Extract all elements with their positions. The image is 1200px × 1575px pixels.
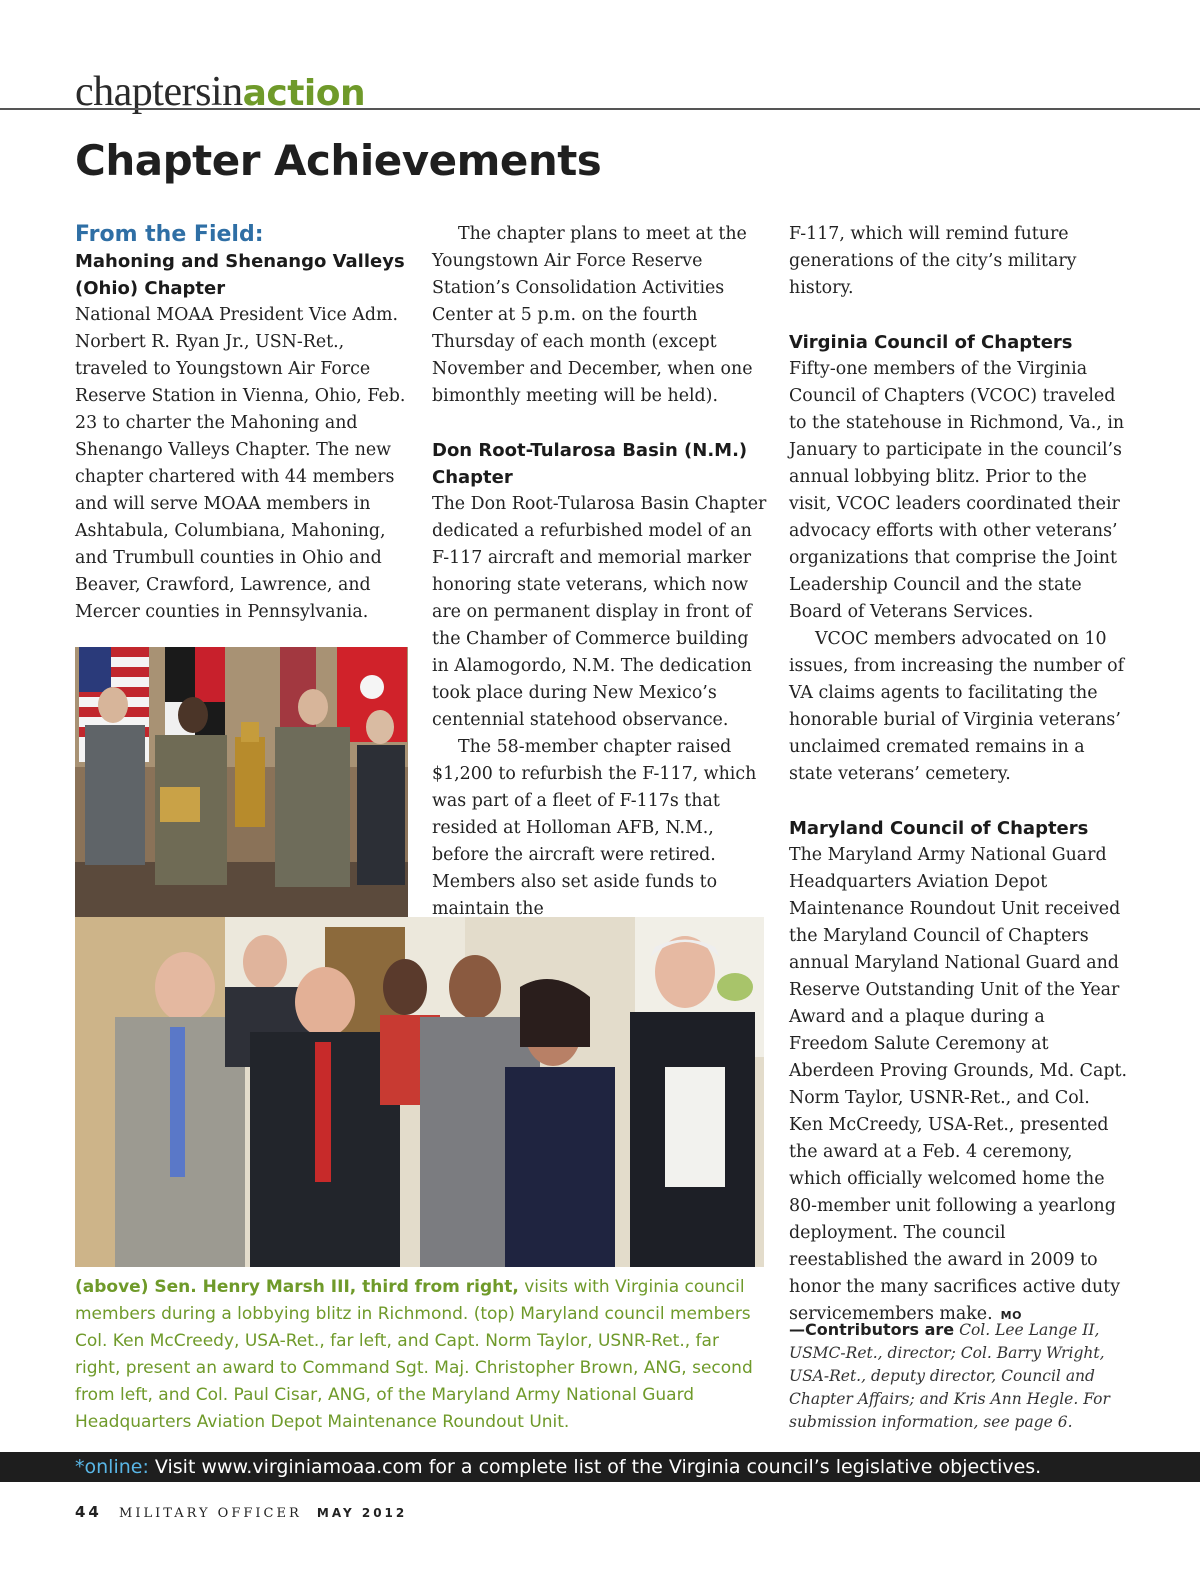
section-header: [75, 68, 1200, 115]
page-number: 44: [75, 1503, 102, 1521]
paragraph-maryland-award-text: The Maryland Army National Guard Headquarters Aviation Depot Maintenance Roundout Unit received the Maryland Council of Chapters annual Maryland National Guard and Reserve Outstanding Unit of the Year Award and a plaque during a Freedom Salute Ceremony at Aberdeen Proving Grounds, Md. Capt. Norm Taylor, USNR-Ret., and Col. Ken McCreedy, USA-Ret., presented the award at a Feb. 4 ceremony, which officially welcomed home the 80-member unit following a yearlong deployment. The council reestablished the award in 2009 to honor the many sacrifices active duty servicemembers make.: [789, 845, 1127, 1324]
subhead-virginia-council: Virginia Council of Chapters: [789, 332, 1073, 353]
paragraph-meeting: The chapter plans to meet at the Youngstown Air Force Reserve Station’s Consolidation Activities Center at 5 p.m. on the fourth Thursday of each month (except November and December, when one bimonthly meeting will be held).: [432, 224, 753, 406]
photo-caption: [75, 1274, 765, 1436]
contributors-text: Col. Lee Lange II, USMC-Ret., director; Col. Barry Wright, USA-Ret., deputy director, Council and Chapter Affairs; and Kris Ann Hegle. For submission information, see page 6.: [789, 1321, 1110, 1431]
page-title: Chapter Achievements: [75, 136, 602, 185]
online-label: *online:: [75, 1456, 149, 1478]
subhead-ohio-chapter: Mahoning and Shenango Valleys (Ohio) Chapter: [75, 251, 405, 299]
caption-lead: (above) Sen. Henry Marsh III, third from right,: [75, 1277, 519, 1297]
contributors-lead: —Contributors are: [789, 1320, 955, 1339]
photo-maryland-award-image: [75, 647, 408, 917]
subhead-maryland-council: Maryland Council of Chapters: [789, 818, 1089, 839]
online-text[interactable]: Visit www.virginiamoaa.com for a complete list of the Virginia council’s legislative objectives.: [154, 1456, 1042, 1478]
subhead-nm-chapter: Don Root-Tularosa Basin (N.M.) Chapter: [432, 440, 748, 488]
section-name-bold: action: [242, 73, 366, 114]
photo-virginia-council: [75, 917, 764, 1267]
contributors-note: [789, 1318, 1127, 1434]
paragraph-nm-funds: The 58-member chapter raised $1,200 to refurbish the F-117, which was part of a fleet of F-117s that resided at Holloman AFB, N.M., before the aircraft were retired. Members also set aside funds to maintain the: [432, 737, 757, 919]
paragraph-ohio: National MOAA President Vice Adm. Norbert R. Ryan Jr., USN-Ret., traveled to Youngstown Air Force Reserve Station in Vienna, Ohio, Feb. 23 to charter the Mahoning and Shenango Valleys Chapter. The new chapter chartered with 44 members and will serve MOAA members in Ashtabula, Columbiana, Mahoning, and Trumbull counties in Ohio and Beaver, Crawford, Lawrence, and Mercer counties in Pennsylvania.: [75, 305, 406, 622]
caption-text: visits with Virginia council members during a lobbying blitz in Richmond. (top) Maryland council members Col. Ken McCreedy, USA-Ret., far left, and Capt. Norm Taylor, USNR-Ret., far right, present an award to Command Sgt. Maj. Christopher Brown, ANG, second from left, and Col. Paul Cisar, ANG, of the Maryland Army National Guard Headquarters Aviation Depot Maintenance Roundout Unit.: [75, 1277, 753, 1432]
online-bar: [0, 1452, 1200, 1482]
column-2: [432, 221, 770, 923]
magazine-name: MILITARY OFFICER: [119, 1506, 302, 1521]
paragraph-maryland-award: [789, 842, 1129, 1329]
section-name-light: chaptersin: [75, 69, 243, 115]
kicker-from-the-field: From the Field:: [75, 222, 264, 247]
paragraph-gap: [789, 302, 1129, 329]
end-mark: MO: [1000, 1309, 1022, 1322]
photo-virginia-council-image: [75, 917, 764, 1267]
column-1: [75, 221, 411, 626]
paragraph-f117-continued: F-117, which will remind future generations of the city’s military history.: [789, 224, 1077, 298]
issue-date: MAY 2012: [316, 1506, 408, 1520]
paragraph-gap: [432, 410, 770, 437]
paragraph-gap: [789, 788, 1129, 815]
paragraph-virginia-issues: VCOC members advocated on 10 issues, from increasing the number of VA claims agents to facilitating the honorable burial of Virginia veterans’ unclaimed cremated remains in a state veterans’ cemetery.: [789, 629, 1125, 784]
paragraph-nm-dedication: The Don Root-Tularosa Basin Chapter dedicated a refurbished model of an F-117 aircraft and memorial marker honoring state veterans, which now are on permanent display in front of the Chamber of Commerce building in Alamogordo, N.M. The dedication took place during New Mexico’s centennial statehood observance.: [432, 494, 767, 730]
header-rule: [0, 108, 1200, 110]
paragraph-virginia-blitz: Fifty-one members of the Virginia Council of Chapters (VCOC) traveled to the statehouse in Richmond, Va., in January to participate in the council’s annual lobbying blitz. Prior to the visit, VCOC leaders coordinated their advocacy efforts with other veterans’ organizations that comprise the Joint Leadership Council and the state Board of Veterans Services.: [789, 359, 1125, 622]
column-3: [789, 221, 1129, 1329]
page-footer: [75, 1503, 407, 1521]
photo-maryland-award: [75, 647, 408, 917]
